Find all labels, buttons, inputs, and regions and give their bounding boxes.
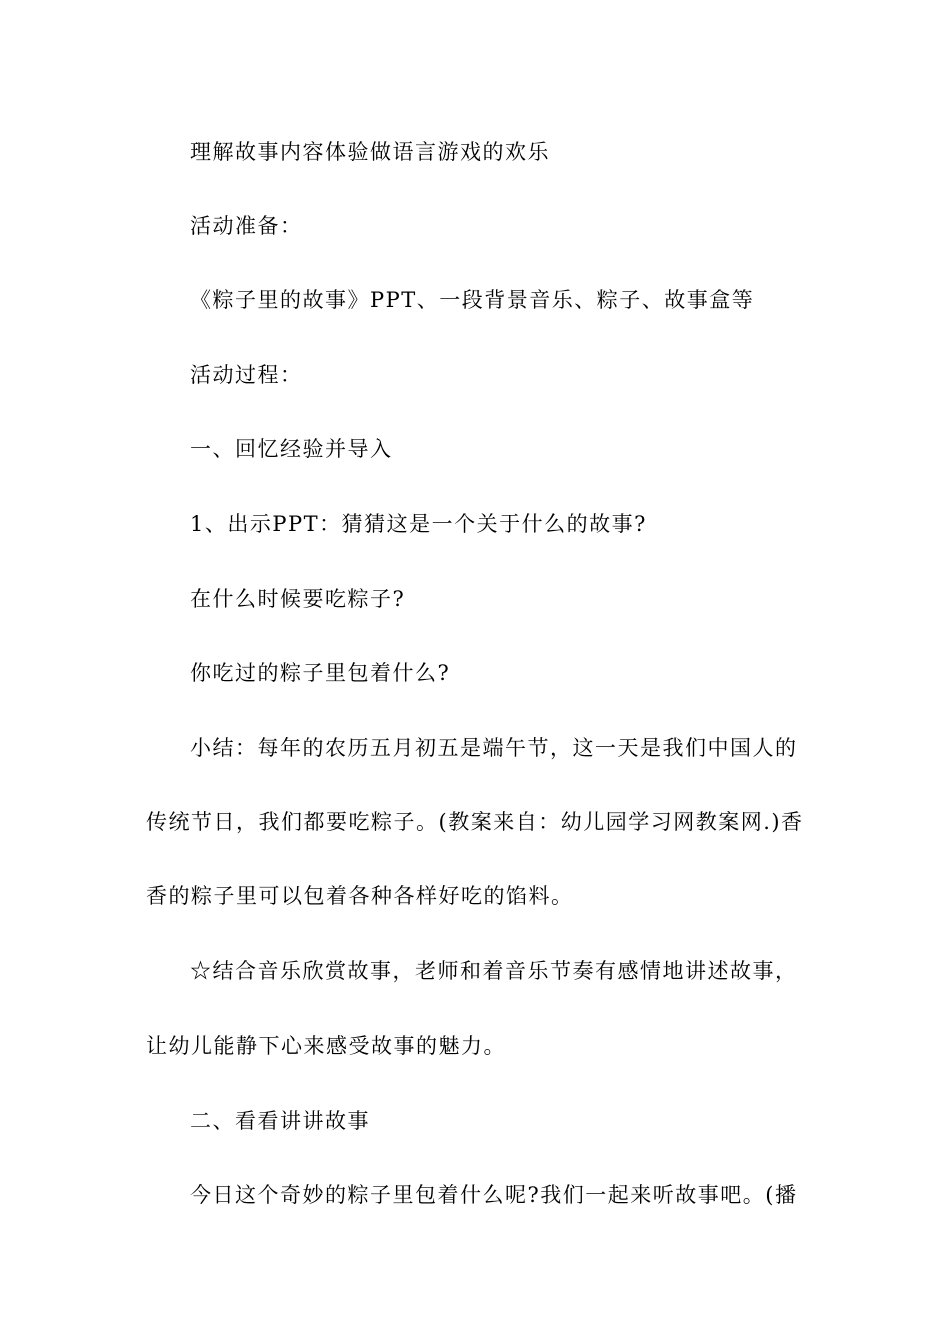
paragraph-step-1: 1、出示PPT：猜猜这是一个关于什么的故事?: [190, 512, 647, 536]
heading-process: 活动过程：: [190, 363, 303, 387]
paragraph-materials: 《粽子里的故事》PPT、一段背景音乐、粽子、故事盒等: [190, 288, 755, 312]
section-heading-1: 一、回忆经验并导入: [190, 437, 393, 461]
music-line-1: ☆结合音乐欣赏故事，老师和着音乐节奏有感情地讲述故事，: [190, 959, 798, 983]
paragraph-goal: 理解故事内容体验做语言游戏的欢乐: [190, 140, 550, 164]
paragraph-question-2: 你吃过的粽子里包着什么?: [190, 661, 451, 685]
paragraph-story-intro: 今日这个奇妙的粽子里包着什么呢?我们一起来听故事吧。(播: [190, 1183, 798, 1207]
music-line-2: 让幼儿能静下心来感受故事的魅力。: [146, 1034, 506, 1058]
heading-preparation: 活动准备：: [190, 214, 303, 238]
summary-line-3: 香的粽子里可以包着各种各样好吃的馅料。: [146, 884, 574, 908]
summary-line-1: 小结：每年的农历五月初五是端午节，这一天是我们中国人的: [190, 736, 798, 760]
summary-line-2: 传统节日，我们都要吃粽子。(教案来自：幼儿园学习网教案网.)香: [146, 810, 804, 834]
section-heading-2: 二、看看讲讲故事: [190, 1109, 370, 1133]
paragraph-question-1: 在什么时候要吃粽子?: [190, 587, 406, 611]
